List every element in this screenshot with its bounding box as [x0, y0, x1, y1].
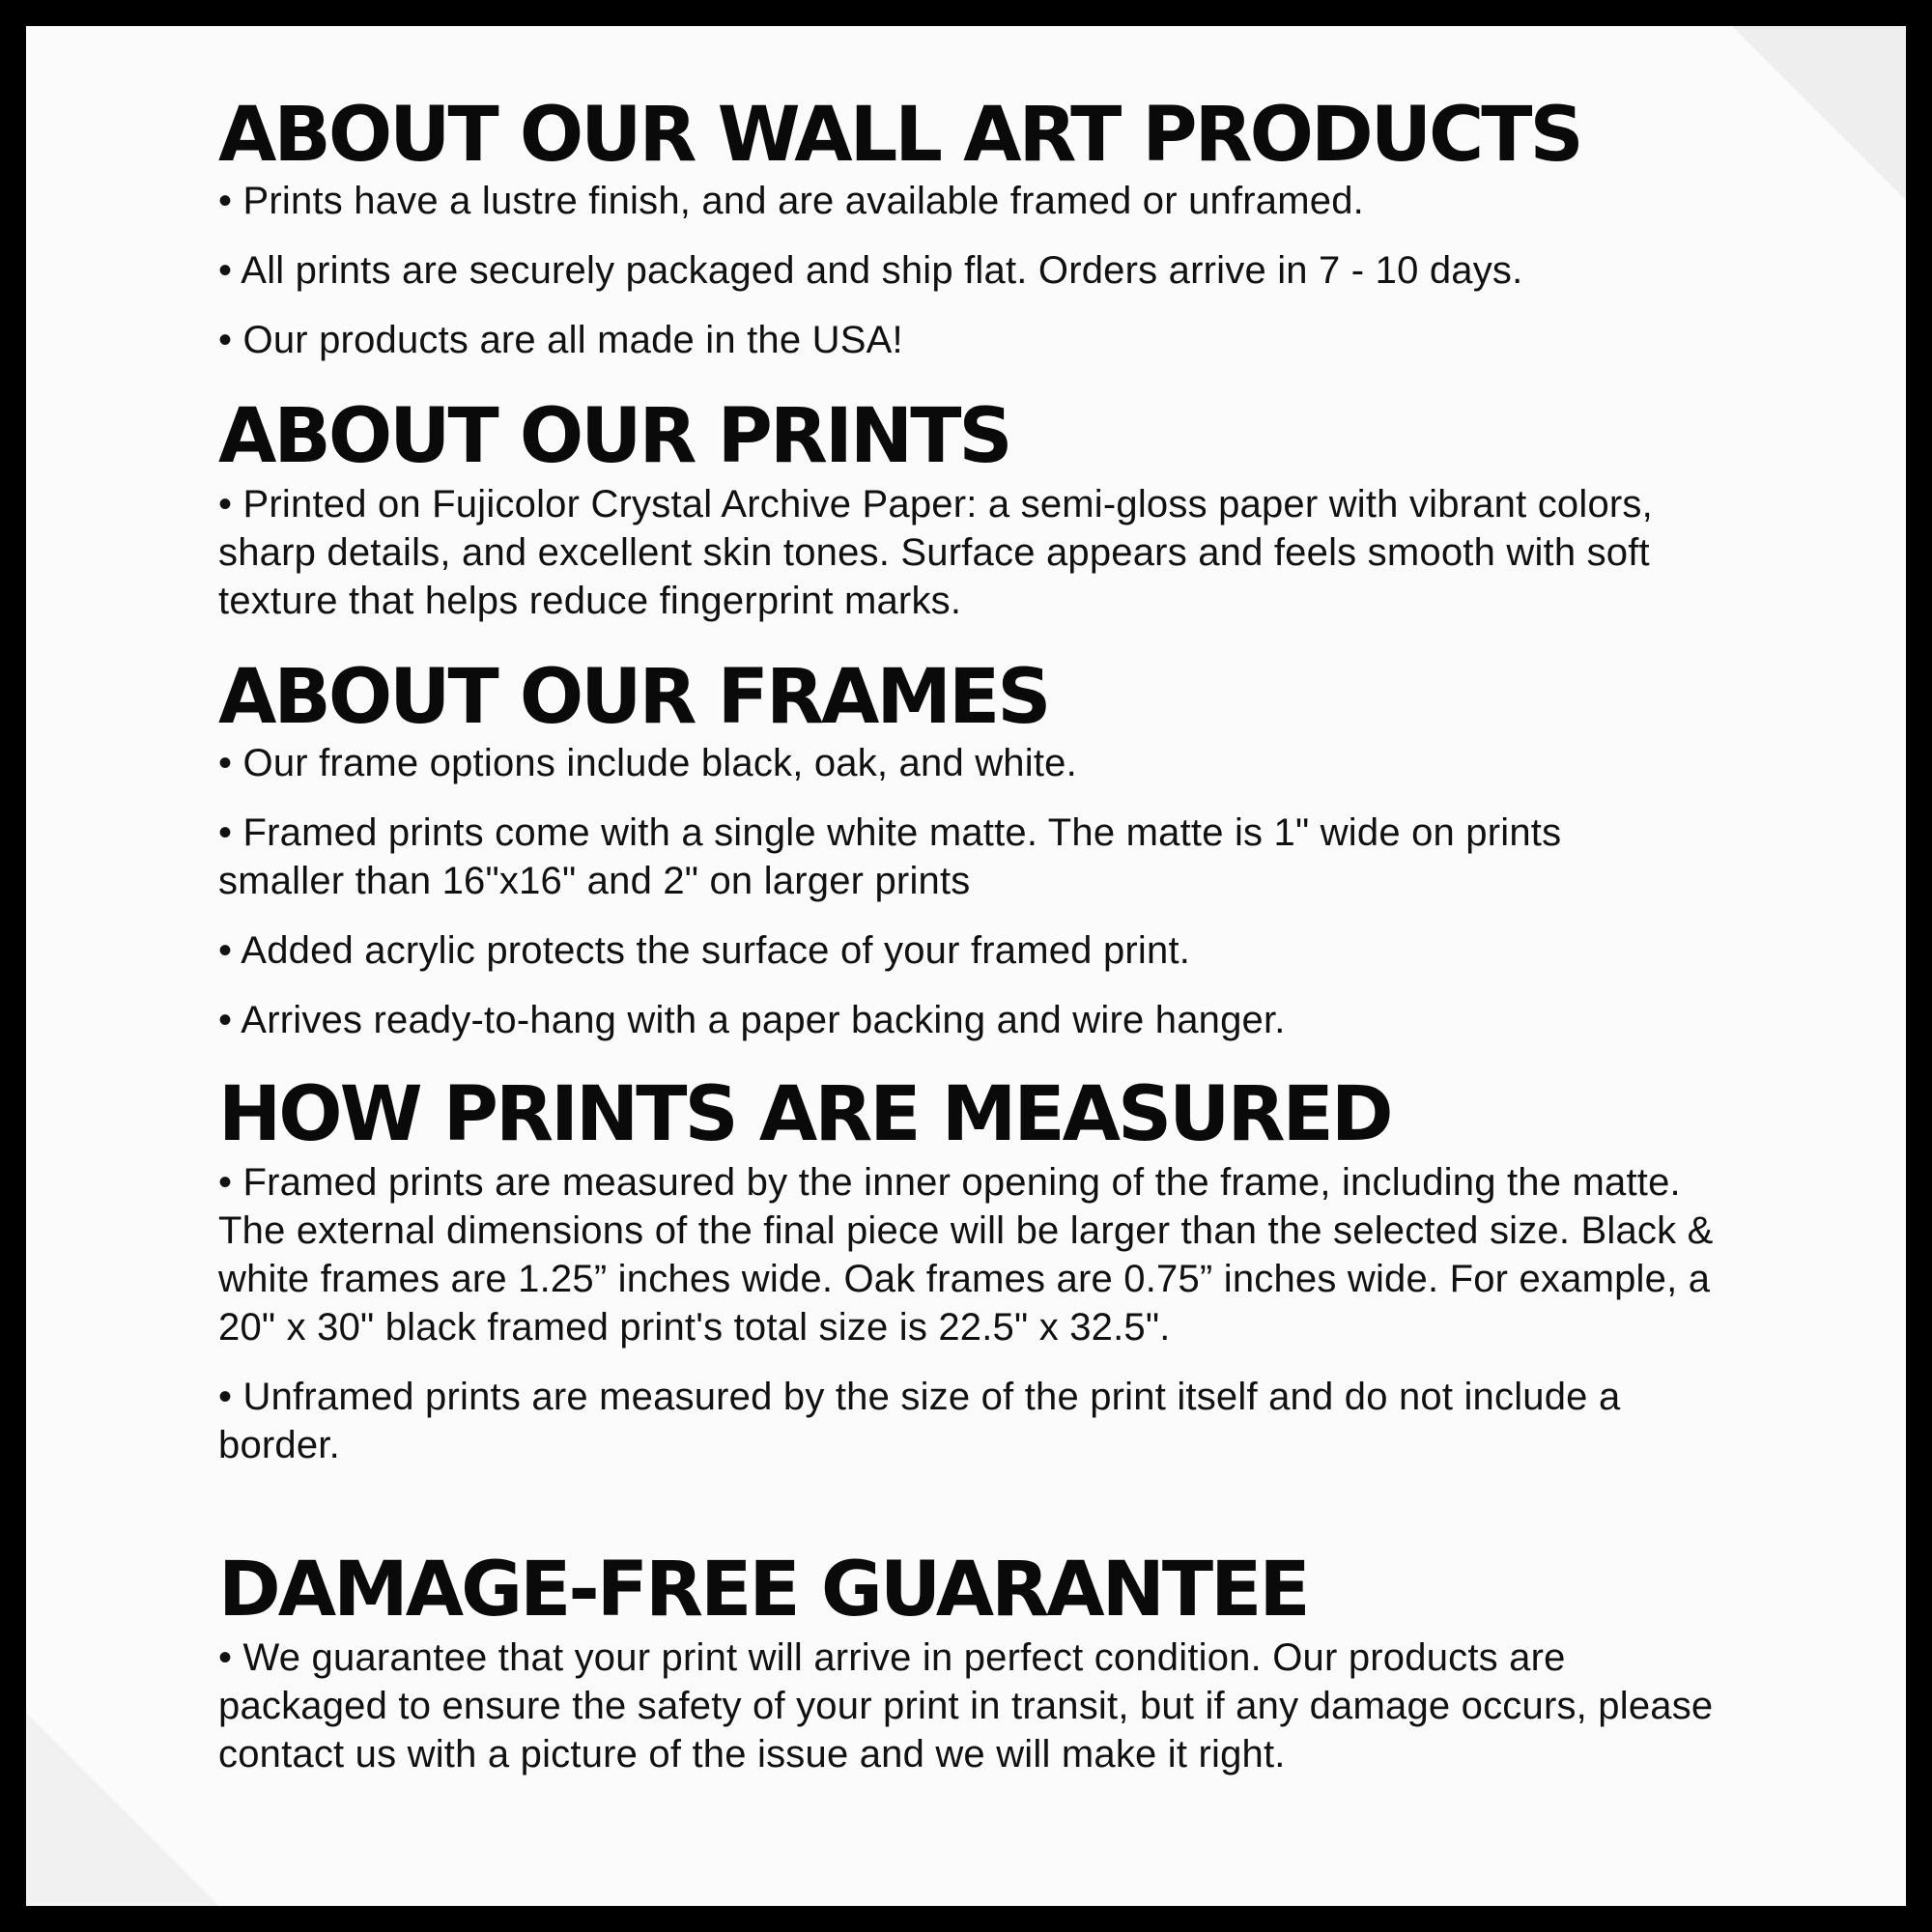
section-measured	[218, 1071, 1764, 1469]
info-panel	[26, 26, 1906, 1906]
list-item: • Our frame options include black, oak, and white.	[218, 742, 1077, 784]
list-item: • Prints have a lustre finish, and are available framed or unframed.	[218, 180, 1364, 222]
list-item: • Printed on Fujicolor Crystal Archive Paper: a semi-gloss paper with vibrant colors, sharp details, and excellent skin tones. Surface appears and feels smooth with soft texture that helps reduce fingerprint marks.	[218, 483, 1653, 622]
list-item: • We guarantee that your print will arrive in perfect condition. Our products are packaged to ensure the safety of your print in transit, but if any damage occurs, please contact us with a picture of the issue and we will make it right.	[218, 1636, 1714, 1776]
section-heading: ABOUT OUR FRAMES	[218, 654, 1049, 741]
corner-shade-bottom-left	[26, 1713, 219, 1906]
section-heading: DAMAGE-FREE GUARANTEE	[218, 1547, 1308, 1634]
list-item: • Framed prints come with a single white matte. The matte is 1" wide on prints smaller than 16"x16" and 2" on larger prints	[218, 811, 1562, 902]
list-item: • Added acrylic protects the surface of your framed print.	[218, 929, 1191, 972]
list-item: • Framed prints are measured by the inner opening of the frame, including the matte. The external dimensions of the final piece will be larger than the selected size. Black & white frames are 1.25” inches wide. Oak frames are 0.75” inches wide. For example, a 20" x 30" black framed print's total size is 22.5" x 32.5".	[218, 1161, 1714, 1349]
list-item: • All prints are securely packaged and ship flat. Orders arrive in 7 - 10 days.	[218, 249, 1523, 292]
section-prints	[218, 393, 1764, 625]
section-heading: ABOUT OUR PRINTS	[218, 393, 1010, 480]
list-item: • Arrives ready-to-hang with a paper backing and wire hanger.	[218, 999, 1286, 1041]
section-frames	[218, 654, 1764, 1044]
list-item: • Unframed prints are measured by the size of the print itself and do not include a border.	[218, 1376, 1621, 1466]
section-guarantee	[218, 1547, 1764, 1778]
section-wall-art-products	[218, 92, 1764, 364]
section-heading: HOW PRINTS ARE MEASURED	[218, 1071, 1391, 1158]
section-heading: ABOUT OUR WALL ART PRODUCTS	[218, 92, 1581, 179]
list-item: • Our products are all made in the USA!	[218, 319, 903, 361]
